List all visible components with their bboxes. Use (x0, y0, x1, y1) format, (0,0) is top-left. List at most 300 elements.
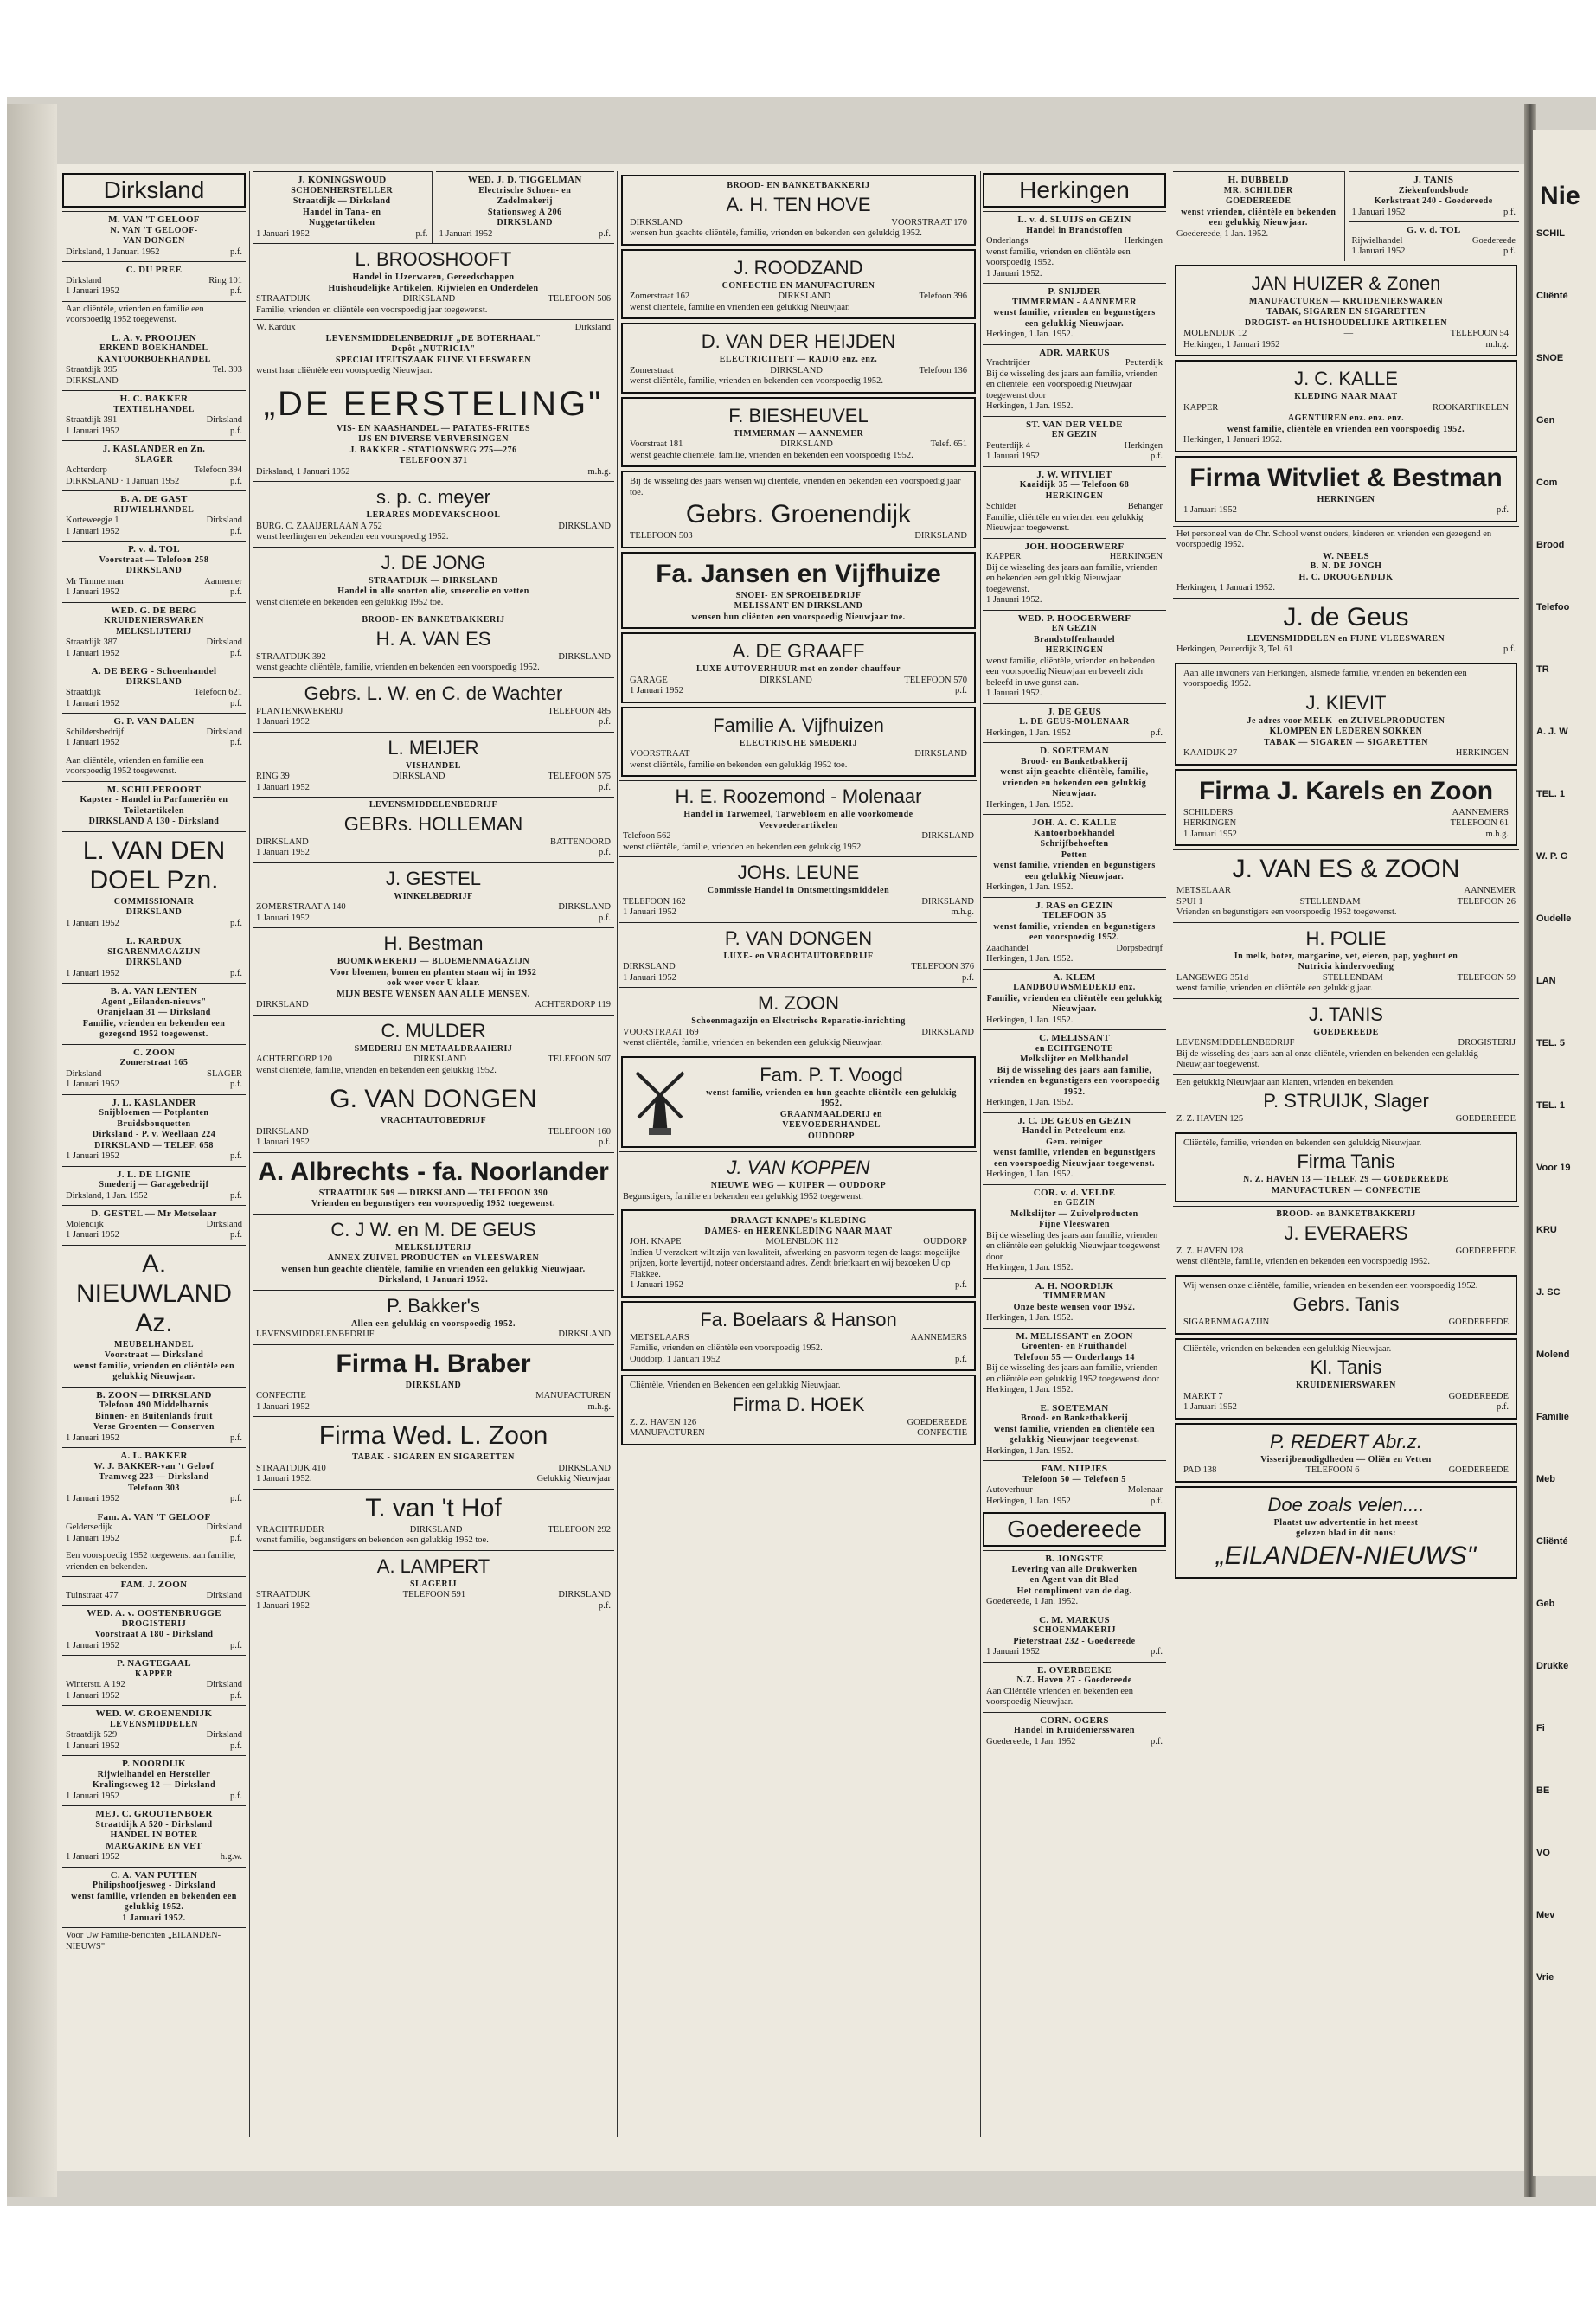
ad-line: Familie, vrienden en cliëntèle een gelukkig Nieuwjaar. (986, 993, 1163, 1014)
ad-row-cell: DIRKSLAND · 1 Januari 1952 (66, 476, 180, 486)
ad-row-cell: Gelukkig Nieuwjaar (536, 1474, 611, 1484)
ad-row (630, 1237, 967, 1248)
ad-footer (66, 1791, 242, 1803)
advertisement (62, 1205, 246, 1245)
ad-row-cell: Dirksland (206, 727, 242, 737)
advertisement (253, 1489, 614, 1550)
ad-row-cell: Dirksland (206, 1219, 242, 1229)
ad-row-cell: Dirksland (66, 1068, 102, 1079)
ad-footer (1183, 435, 1509, 446)
ad-row-cell: p.f. (1151, 1496, 1163, 1506)
ad-footer (66, 1741, 242, 1753)
ad-row (1183, 1317, 1509, 1329)
advertisement (621, 552, 976, 630)
ad-line: DIRKSLAND (125, 566, 183, 575)
ad-line: HERKINGEN (1045, 490, 1104, 501)
ad-line: MANUFACTUREN — KRUIDENIERSWAREN (1248, 296, 1444, 306)
ad-line: Zomerstraat 165 (119, 1058, 189, 1067)
ad-name: Kl. Tanis (1310, 1356, 1382, 1378)
ad-line: KRUIDENIERSWAREN (104, 616, 204, 625)
ad-line: N. VAN 'T GELOOF- (110, 225, 198, 235)
ad-name: WED. P. HOOGERWERF (1017, 612, 1131, 624)
ad-row (1176, 1114, 1516, 1125)
ad-row-cell: 1 Januari 1952. (256, 1474, 312, 1484)
ad-footer (66, 1494, 242, 1505)
advertisement (62, 1927, 246, 1956)
ad-row (66, 465, 242, 477)
ad-name: J. VAN KOPPEN (727, 1157, 870, 1178)
ad-line: Schrijfbehoeften (1040, 839, 1109, 849)
ad-name: L. KARDUX (126, 936, 182, 946)
ad-line: Handel in IJzerwaren, Gereedschappen (352, 272, 515, 282)
ad-name: C. M. MARKUS (1039, 1614, 1110, 1625)
ad-row-cell: 1 Januari 1952 (66, 426, 119, 436)
ad-row (986, 441, 1163, 452)
ad-footer (66, 1534, 242, 1545)
ad-row-cell: Mr Timmerman (66, 576, 124, 586)
next-page-fragment: KRU (1536, 1225, 1557, 1235)
ad-row-cell: p.f. (230, 698, 242, 708)
ad-row-cell: Herkingen, 1 Jan. 1952. (986, 882, 1074, 892)
ad-name: E. OVERBEEKE (1036, 1664, 1112, 1676)
ad-name: GEBRs. HOLLEMAN (343, 812, 523, 835)
ad-name: W. NEELS (1323, 550, 1369, 561)
next-page-fragment: VO (1536, 1848, 1550, 1858)
advertisement (253, 1416, 614, 1489)
ad-line: Verse Groenten — Conserven (93, 1422, 215, 1432)
ad-row-cell: 1 Januari 1952 (66, 286, 119, 296)
ad-row-cell: HERKINGEN (1455, 748, 1509, 758)
advertisement (621, 1301, 976, 1372)
advertisement (983, 1400, 1166, 1461)
ad-line: wenst familie, cliëntèle en vrienden een voorspoedig 1952. (1227, 424, 1465, 434)
ad-row-cell: Straatdijk (66, 688, 101, 697)
ad-line: SIGARENMAGAZIJN (107, 946, 201, 957)
next-page-fragment: A. J. W (1536, 727, 1568, 737)
ad-row (1183, 808, 1509, 819)
ad-name: DRAAGT KNAPE's KLEDING (730, 1215, 867, 1226)
ad-row-cell: MOLENBLOK 112 (766, 1237, 839, 1247)
ad-footer (986, 1170, 1163, 1181)
ad-name: Fam. A. VAN 'T GELOOF (97, 1511, 211, 1522)
ad-row (66, 415, 242, 426)
ad-footer (256, 783, 611, 794)
ad-name: JOHs. LEUNE (737, 862, 860, 883)
ad-row-cell: BATTENOORD (550, 836, 611, 847)
ad-footer (630, 1355, 967, 1366)
ad-row-cell: 1 Januari 1952 (256, 913, 310, 923)
ad-name: Fa. Jansen en Vijfhuize (656, 559, 941, 588)
ad-row-cell: p.f. (230, 738, 242, 747)
ad-row-cell: Telefoon 394 (194, 465, 242, 475)
ad-row-cell: Schilder (986, 502, 1016, 511)
ad-line: Stationsweg A 206 (487, 207, 562, 217)
ad-footer (256, 913, 611, 925)
next-page-fragment: Geb (1536, 1599, 1555, 1609)
ad-row-cell: p.f. (230, 1190, 242, 1201)
ad-line: LEVENSMIDDELENBEDRIJF „DE BOTERHAAL" (325, 333, 542, 343)
ad-row-cell: 1 Januari 1952. (986, 268, 1042, 279)
ad-row-cell: p.f. (962, 972, 974, 983)
ad-line: TIMMERMAN (1043, 1292, 1106, 1301)
ad-row-cell: 1 Januari 1952 (256, 717, 310, 727)
ad-row-cell: Herkingen (1124, 236, 1163, 246)
ad-row-cell: Achterdorp (66, 465, 107, 475)
ad-intro-text: Aan alle inwoners van Herkingen, alsmede familie, vrienden en bekenden een voorspoedig 1952. (1183, 668, 1467, 689)
ad-name: JOH. HOOGERWERF (1024, 541, 1125, 552)
column-rule (617, 171, 618, 2137)
advertisement (62, 1755, 246, 1805)
ad-name: JOH. A. C. KALLE (1032, 817, 1117, 828)
ad-pair-right (432, 171, 615, 243)
advertisement (621, 323, 976, 394)
ad-row-cell: 1 Januari 1952 (986, 1647, 1040, 1657)
ad-name: WED. G. DE BERG (111, 605, 197, 616)
ad-intro-text: Het personeel van de Chr. School wenst ouders, kinderen en vrienden een gezegend en voorspoedig 1952. (1176, 529, 1492, 549)
ad-row-cell: Molendijk (66, 1219, 104, 1229)
ad-line: Ziekenfondsbode (1398, 185, 1469, 195)
ad-line: DIRKSLAND (405, 1380, 462, 1390)
ad-line: Oranjelaan 31 — Dirksland (97, 1008, 211, 1017)
ad-line: Groenten- en Fruithandel (1022, 1342, 1127, 1351)
ad-footer (66, 1852, 242, 1863)
ad-row-cell: AANNEMERS (1452, 807, 1509, 817)
ad-footer (1183, 1402, 1509, 1413)
ad-row-cell: 1 Januari 1952 (256, 1600, 310, 1611)
advertisement (62, 301, 246, 330)
ad-line: Brandstoffenhandel (1033, 634, 1115, 644)
ad-row-cell: SLAGER (207, 1068, 242, 1079)
ad-line: Commissie Handel in Ontsmettingsmiddelen (707, 886, 890, 895)
ad-row-cell: HERKINGEN (1183, 818, 1237, 828)
ad-row-cell: p.f. (230, 1433, 242, 1443)
ad-row-cell: Straatdijk 529 (66, 1730, 118, 1740)
ad-row-cell: Herkingen, Peuterdijk 3, Tel. 61 (1176, 644, 1293, 654)
ad-row-cell: AANNEMERS (910, 1332, 967, 1343)
advertisement (1173, 922, 1519, 998)
next-page-fragment: Cliëntè (1536, 291, 1568, 301)
advertisement (253, 612, 614, 677)
ad-line: SNOEI- EN SPROEIBEDRIJF (735, 590, 862, 600)
ad-name: J. L. KASLANDER (112, 1097, 196, 1108)
column-dirksland-ouddorp (619, 171, 977, 2137)
ad-row-cell: Telefoon 396 (919, 292, 967, 301)
ad-row (986, 502, 1163, 513)
ad-row-cell: Dirksland (206, 415, 242, 425)
ad-row-cell: 1 Januari 1952 (256, 228, 310, 239)
ad-row (986, 944, 1163, 955)
advertisement (62, 1805, 246, 1867)
ad-row-cell: Herkingen, 1 Jan. 1952. (986, 401, 1074, 411)
ad-name: J. KASLANDER en Zn. (102, 444, 206, 454)
ad-footer (66, 1230, 242, 1241)
ad-line: Voorstraat — Telefoon 258 (99, 554, 209, 565)
advertisement (1173, 598, 1519, 659)
ad-text: Familie, vrienden en cliëntèle een voorspoedig jaar toegewenst. (256, 304, 488, 315)
ad-line: SCHOENMAKERIJ (1033, 1625, 1116, 1635)
ad-row (623, 831, 974, 843)
ad-row-cell: TELEFOON 61 (1450, 818, 1509, 828)
ad-row-cell: DIRKSLAND (558, 902, 611, 912)
ad-line: Telefoon 55 — Onderlangs 14 (1014, 1352, 1135, 1362)
ad-line: Dirksland, 1 Januari 1952. (378, 1275, 489, 1285)
ad-row-cell: Straatdijk 395 (66, 365, 118, 375)
advertisement (62, 261, 246, 301)
ad-line: Handel in Brandstoffen (1026, 225, 1123, 235)
ad-row (630, 439, 967, 451)
ad-row-cell: 1 Januari 1952 (66, 1852, 119, 1862)
ad-name: H. E. Roozemond - Molenaar (675, 785, 922, 807)
ad-name: H. DUBBELD (1227, 175, 1289, 185)
ad-row-cell: Herkingen (1124, 440, 1163, 451)
ad-line: TIMMERMAN - AANNEMER (1012, 297, 1137, 307)
ad-row-cell: 1 Januari 1952 (66, 918, 119, 928)
ad-row-cell: AANNEMER (1464, 886, 1516, 895)
ad-line: KANTOORBOEKHANDEL (97, 354, 211, 364)
ad-row-cell: VOORSTRAAT (630, 749, 690, 759)
ad-row-cell: p.f. (230, 648, 242, 658)
ad-name: P. STRUIJK, Slager (1263, 1090, 1429, 1112)
newspaper-page (57, 164, 1524, 2171)
advertisement (62, 713, 246, 753)
ad-line: Huishoudelijke Artikelen, Rijwielen en Onderdelen (328, 283, 539, 293)
ad-line: SLAGERIJ (409, 1579, 457, 1589)
ad-row-cell: Dirksland, 1 Januari 1952 (66, 247, 160, 257)
windmill-icon (630, 1067, 690, 1137)
advertisement (253, 1344, 614, 1417)
ad-name: COR. v. d. VELDE (1033, 1187, 1116, 1198)
ad-text: wenst cliëntèle, familie, vrienden en bekenden een gelukkig 1952. (623, 842, 863, 852)
ad-row-cell: DIRKSLAND (256, 836, 309, 847)
ad-row (256, 652, 611, 663)
ad-row (1176, 1038, 1516, 1049)
ad-footer (256, 1402, 611, 1413)
ad-name: J. W. WITVLIET (1036, 469, 1112, 480)
ad-name: P. NOORDIJK (122, 1759, 186, 1769)
ad-row-cell: DIRKSLAND (778, 292, 831, 301)
ad-row (630, 218, 967, 229)
ad-footer (986, 1497, 1163, 1508)
ad-row-cell: VOORSTRAAT 169 (623, 1027, 699, 1037)
ad-row (623, 897, 974, 908)
ad-row-cell: Behanger (1127, 502, 1163, 511)
ad-row-cell: TELEFOON 6 (1305, 1465, 1360, 1475)
ad-line: Bruidsbouquetten (117, 1118, 191, 1129)
ad-row-cell: DIRKSLAND (921, 896, 974, 907)
ad-row (986, 1485, 1163, 1497)
ad-row-cell: Herkingen, 1 Jan. 1952. (986, 1445, 1074, 1456)
ad-row (986, 236, 1163, 247)
advertisement (62, 1576, 246, 1605)
ad-row-cell: SIGARENMAGAZIJN (1183, 1317, 1270, 1327)
advertisement (1173, 1074, 1519, 1129)
ad-row-cell: DIRKSLAND (66, 375, 119, 386)
ad-row-cell: p.f. (955, 1280, 967, 1290)
ad-row-cell: SCHILDERS (1183, 807, 1234, 817)
ad-line: Onze beste wensen voor 1952. (1013, 1302, 1136, 1312)
ad-name: E. SOETEMAN (1040, 1402, 1109, 1413)
ad-row-cell: MOLENDIJK 12 (1183, 329, 1247, 338)
ad-row-cell: Herkingen, 1 Jan. 1952. (986, 330, 1074, 339)
ad-row-cell: 1 Januari 1952 (66, 1740, 119, 1751)
ad-row-cell: Telef. 651 (930, 439, 967, 449)
ad-row-cell: 1 Januari 1952 (623, 972, 676, 983)
ad-text: wenst cliëntèle, familie, vrienden en bekenden een gelukkig 1952. (256, 1065, 497, 1075)
ad-row-cell: STELLENDAM (1322, 972, 1383, 983)
ad-row-cell: Vrachtrijder (986, 358, 1030, 368)
ad-footer (256, 717, 611, 728)
advertisement (436, 171, 615, 243)
ad-row-cell: Dirksland (206, 1680, 242, 1689)
advertisement (62, 1094, 246, 1166)
advertisement (253, 381, 614, 482)
ad-name: J. EVERAERS (1284, 1221, 1408, 1244)
ad-text: wenst geachte cliëntèle, familie, vrienden en bekenden een voorspoedig 1952. (630, 450, 913, 460)
ad-row-cell: Herkingen, 1 Jan. 1952. (986, 1170, 1074, 1179)
ad-row-cell: DIRKSLAND (558, 521, 611, 531)
ad-line: TABAK — SIGAREN — SIGARETTEN (1264, 737, 1428, 747)
ad-line: AGENTUREN enz. enz. enz. (1287, 413, 1405, 423)
ad-row-cell: h.g.w. (220, 1852, 242, 1862)
ad-row-cell: Herkingen, 1 Jan. 1952. (986, 1263, 1074, 1272)
ad-line: Familie, vrienden en bekenden een gezegend 1952 toegewenst. (82, 1018, 226, 1039)
ad-line: DIRKSLAND (125, 676, 183, 687)
ad-footer (986, 269, 1163, 280)
ad-line: MEUBELHANDEL (113, 1339, 195, 1349)
ad-name: Familie A. Vijfhuizen (713, 714, 884, 736)
ad-name: J. de Geus (1283, 602, 1409, 631)
ad-footer (986, 954, 1163, 965)
advertisement (62, 1447, 246, 1509)
advertisement (1173, 526, 1519, 598)
column-rule (980, 171, 981, 2137)
ad-text: Vrienden en begunstigers een voorspoedig 1952 toegewenst. (1176, 907, 1397, 917)
advertisement (983, 897, 1166, 969)
ad-row-cell: TELEFOON 570 (904, 675, 967, 685)
advertisement (253, 732, 614, 798)
ad-text: wenst cliëntèle, familie, vrienden en bekenden een voorspoedig 1952. (1176, 1257, 1431, 1266)
advertisement (62, 1387, 246, 1448)
advertisement (621, 1375, 976, 1445)
ad-row (256, 707, 611, 718)
ad-row-cell: STRAATDIJK (256, 1590, 311, 1599)
ad-line: MIJN BESTE WENSEN AAN ALLE MENSEN. (337, 989, 530, 999)
ad-name: H. Bestman (383, 933, 484, 954)
ad-name: WED. J. D. TIGGELMAN (467, 175, 582, 185)
ad-line: wenst familie, vrienden en bekenden een gelukkig 1952. (71, 1891, 237, 1912)
advertisement (1175, 663, 1517, 766)
next-page-fragment: Drukke (1536, 1661, 1569, 1671)
advertisement (62, 1166, 246, 1206)
ad-row-cell: GOEDEREEDE (1455, 1246, 1516, 1256)
ad-row (1183, 1465, 1509, 1477)
ad-line: COMMISSIONAIR (113, 896, 195, 907)
advertisement (1175, 1132, 1517, 1203)
ad-row-cell: STELLENDAM (1299, 896, 1361, 907)
ad-row-cell: Voorstraat 181 (630, 439, 683, 449)
ad-line: L. DE GEUS-MOLENAAR (1019, 717, 1130, 727)
ad-row (66, 1680, 242, 1691)
ad-footer (1183, 340, 1509, 351)
ad-row-cell: SPUI 1 (1176, 896, 1203, 907)
ad-footer (256, 1474, 611, 1485)
ad-text: Indien U verzekert wilt zijn van kwaliteit, afwerking en pasvorm tegen de laagst mogelijke prijzen, korte levertijd, noteer onderstaand adres. Zendt briefkaart en wij bezoeken U op Flakkee. (630, 1247, 960, 1279)
ad-name-row (256, 323, 611, 334)
advertisement (983, 344, 1166, 416)
ad-row-cell: TELEFOON 591 (402, 1590, 466, 1599)
ad-row-cell: STRAATDIJK 392 (256, 651, 326, 662)
advertisement (62, 1705, 246, 1755)
ad-pair (253, 171, 614, 243)
advertisement (253, 481, 614, 547)
ad-line: Philipshoofjesweg - Dirksland (92, 1881, 216, 1890)
advertisement (253, 1152, 614, 1214)
ad-row (66, 1220, 242, 1231)
ad-row-cell: p.f. (230, 247, 242, 257)
ad-line: OUDDORP (807, 1131, 856, 1141)
ad-text: wenst cliëntèle, familie en vrienden een gelukkig Nieuwjaar. (630, 302, 850, 312)
ad-line: VISHANDEL (406, 760, 461, 771)
ad-row (256, 294, 611, 305)
page-left-edge (7, 104, 57, 2197)
ad-name: Firma D. HOEK (732, 1393, 865, 1415)
ad-row (66, 516, 242, 527)
ad-line: MANUFACTUREN — CONFECTIE (1271, 1185, 1421, 1195)
ad-line: Electrische Schoen- en (478, 185, 572, 195)
ad-name: FAM. J. ZOON (120, 1580, 188, 1590)
ad-row-cell: PLANTENKWEKERIJ (256, 706, 343, 716)
advertisement (1175, 456, 1517, 522)
ad-row-cell: p.f. (230, 587, 242, 597)
ad-footer (66, 1080, 242, 1091)
ad-row-cell: ACHTERDORP 119 (535, 1000, 611, 1009)
ad-line: Kantoorboekhandel (1033, 828, 1116, 838)
ad-footer (66, 1433, 242, 1445)
ad-name: Firma Tanis (1297, 1150, 1395, 1172)
ad-text: wenst leerlingen en bekenden een voorspoedig 1952. (256, 532, 449, 542)
ad-line: Voorstraat — Dirksland (104, 1350, 204, 1360)
ad-row-cell: Ring 101 (208, 275, 242, 285)
ad-row-cell: OUDDORP (923, 1237, 967, 1247)
ad-footer (1176, 583, 1516, 594)
ad-row-cell: Dirksland, 1 Jan. 1952 (66, 1190, 148, 1201)
ad-row-cell: p.f. (230, 1533, 242, 1543)
ad-row-cell: m.h.g. (587, 466, 611, 477)
ad-line: Zadelmakerij (497, 196, 553, 206)
ad-row-cell: DIRKSLAND (630, 217, 683, 228)
ad-row (630, 676, 967, 687)
ad-line: ANNEX ZUIVEL PRODUCTEN en VLEESWAREN (327, 1253, 540, 1263)
ad-row-cell: 1 Januari 1952 (630, 1280, 683, 1290)
ad-row-cell: Dirksland (206, 1590, 242, 1600)
ad-row (66, 1591, 242, 1602)
ad-line: wenst vrienden, cliëntèle en bekenden een gelukkig Nieuwjaar. (1181, 207, 1336, 228)
ad-text: Bij de wisseling des jaars aan familie, vrienden en cliëntèle een gelukkig Nieuwjaar toegewenst door (986, 1230, 1160, 1262)
ad-row-cell: p.f. (1151, 727, 1163, 738)
ad-line: SMEDERIJ EN METAALDRAAIERIJ (354, 1043, 513, 1054)
ad-row-cell: 1 Januari 1952 (66, 1433, 119, 1443)
ad-row-cell: m.h.g. (1485, 829, 1509, 839)
ad-row (623, 1028, 974, 1039)
advertisement (1173, 998, 1519, 1074)
advertisement (62, 933, 246, 983)
ad-row (1183, 818, 1509, 830)
advertisement (62, 1548, 246, 1576)
ad-row-cell: Herkingen, 1 Jan. 1952. (986, 1385, 1074, 1394)
ad-row-cell: — (806, 1428, 816, 1438)
ad-row-cell: 1 Januari 1952 (256, 1138, 310, 1147)
ad-line: wenst zijn geachte cliëntèle, familie, vrienden en bekenden een gelukkig Nieuwjaar. (1000, 767, 1149, 798)
